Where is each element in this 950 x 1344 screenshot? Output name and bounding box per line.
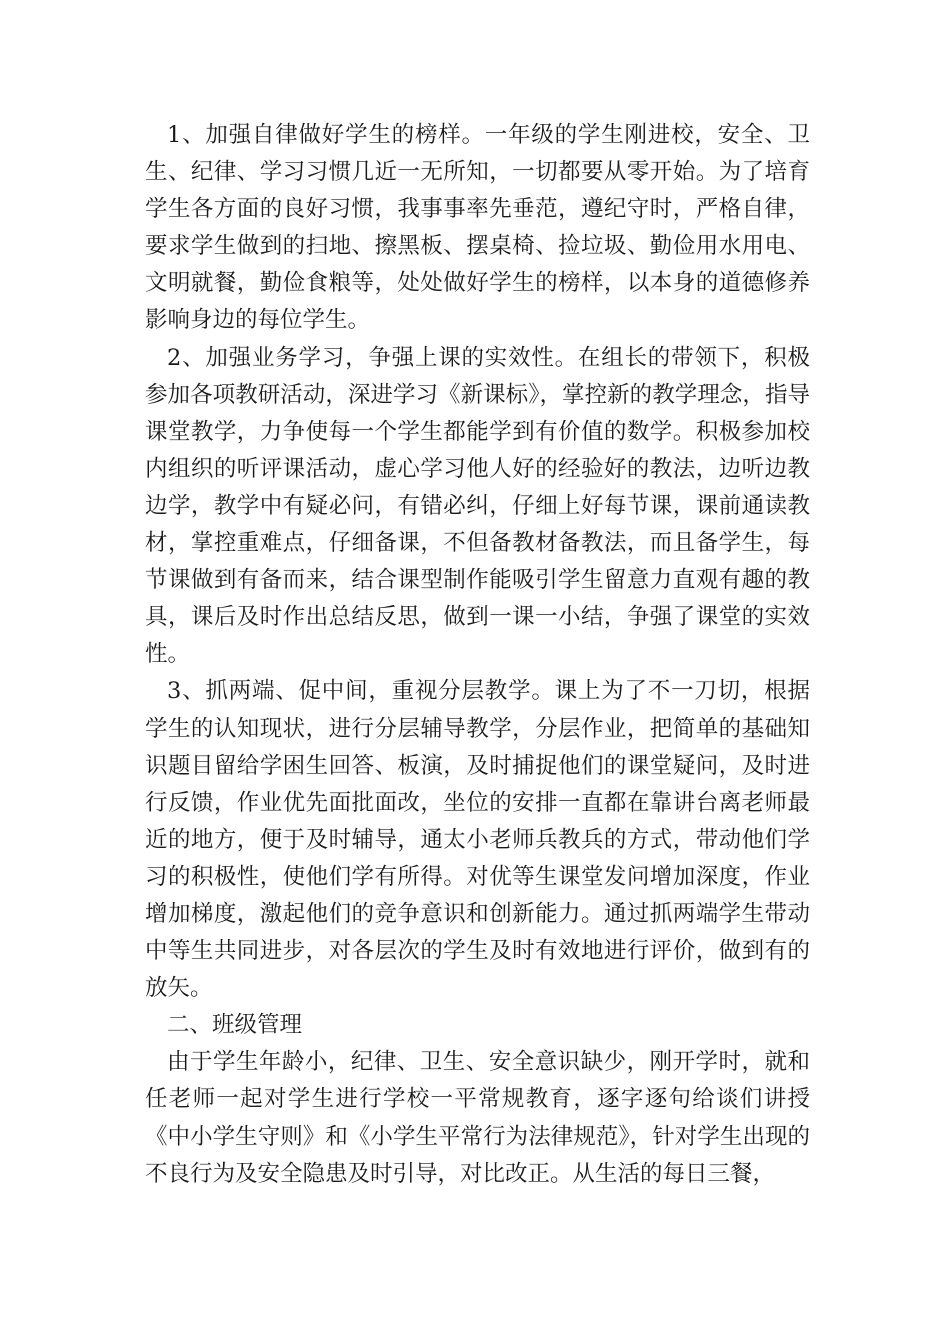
- paragraph-role-model: 1、加强自律做好学生的榜样。一年级的学生刚进校，安全、卫生、纪律、学习习惯几近一无所知，一切都要从零开始。为了培育学生各方面的良好习惯，我事事率先垂范，遵纪守时，严格自律，要求学生做到的扫地、擦黑板、摆桌椅、捡垃圾、勤俭用水用电、文明就餐，勤俭食粮等，处处做好学生的榜样，以本身的道德修养影响身边的每位学生。: [145, 122, 810, 334]
- paragraph-class-management: 由于学生年龄小，纪律、卫生、安全意识缺少，刚开学时，就和任老师一起对学生进行学校一平常规教育，逐字逐句给谈们讲授《中小学生守则》和《小学生平常行为法律规范》，针对学生出现的不良行为及安全隐患及时引导，对比改正。从生活的每日三餐，: [145, 1049, 810, 1187]
- document-body: [145, 117, 810, 1193]
- paragraph-layered-teaching: 3、抓两端、促中间，重视分层教学。课上为了不一刀切，根据学生的认知现状，进行分层辅导教学，分层作业，把简单的基础知识题目留给学困生回答、板演，及时捕捉他们的课堂疑问，及时进行反馈，作业优先面批面改，坐位的安排一直都在靠讲台离老师最近的地方，便于及时辅导，通太小老师兵教兵的方式，带动他们学习的积极性，使他们学有所得。对优等生课堂发问增加深度，作业增加梯度，激起他们的竞争意识和创新能力。通过抓两端学生带动中等生共同进步，对各层次的学生及时有效地进行评价，做到有的放矢。: [145, 678, 810, 1002]
- paragraph-professional-study: 2、加强业务学习，争强上课的实效性。在组长的带领下，积极参加各项教研活动，深进学习《新课标》，掌控新的教学理念，指导课堂教学，力争使每一个学生都能学到有价值的数学。积极参加校内组织的听评课活动，虚心学习他人好的经验好的教法，边听边教边学，教学中有疑必问，有错必纠，仔细上好每节课，课前通读教材，掌控重难点，仔细备课，不但备教材备教法，而且备学生，每节课做到有备而来，结合课型制作能吸引学生留意力直观有趣的教具，课后及时作出总结反思，做到一课一小结，争强了课堂的实效性。: [145, 344, 810, 668]
- section-heading-class-management: 二、班级管理: [167, 1012, 303, 1039]
